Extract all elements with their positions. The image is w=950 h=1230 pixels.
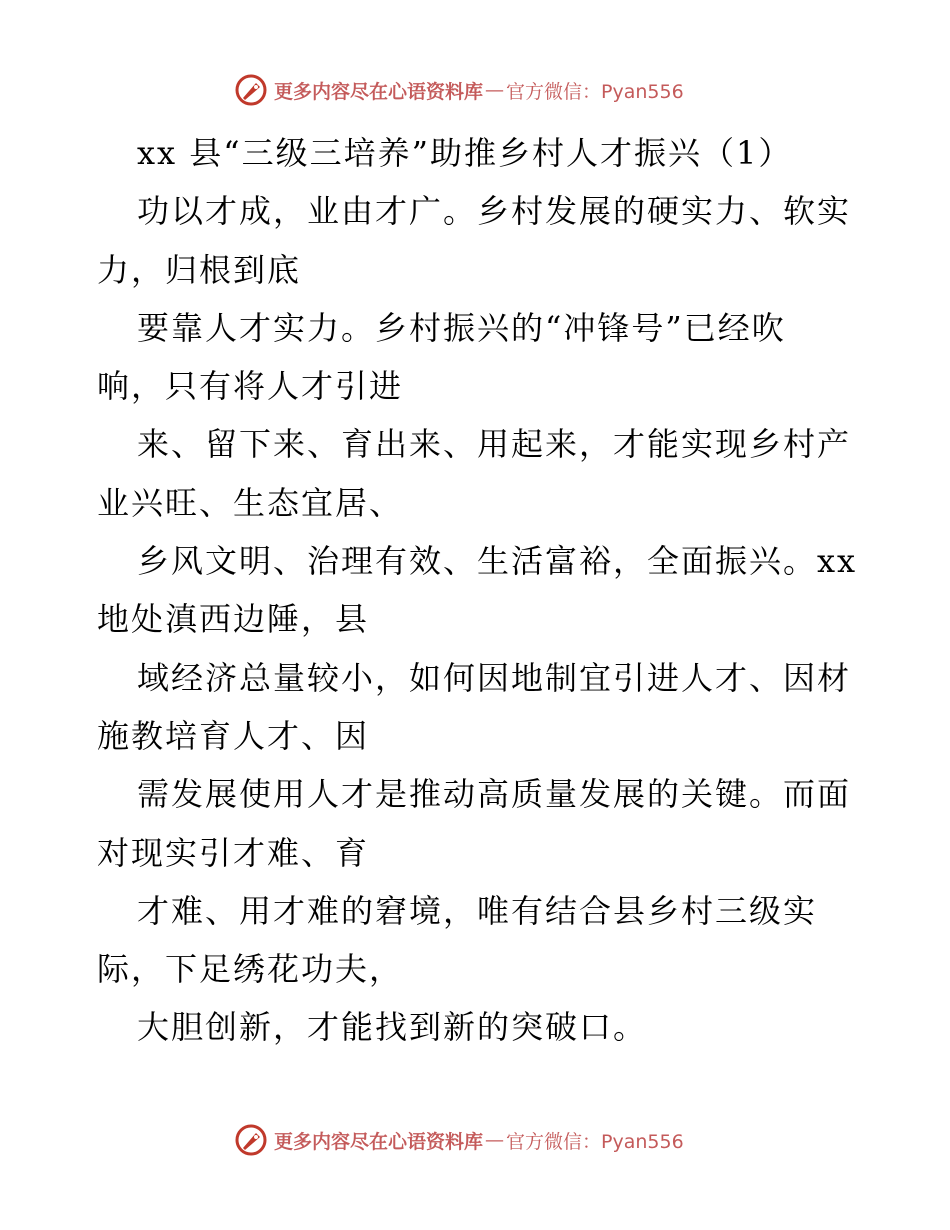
pen-nib-circle-logo-icon (234, 73, 268, 107)
document-body (97, 124, 857, 1057)
paragraph-line: 需发展使用人才是推动高质量发展的关键。而面 (137, 775, 852, 814)
paragraph-line: 功以才成，业由才广。乡村发展的硬实力、软实 (137, 192, 852, 231)
watermark-brand-text: 更多内容尽在心语资料库 (274, 1130, 484, 1153)
watermark-brand-text: 更多内容尽在心语资料库 (274, 80, 484, 103)
footer-watermark-banner (234, 1122, 714, 1158)
watermark-dash: — (485, 1129, 505, 1151)
paragraph-line: 业兴旺、生态宜居、 (97, 483, 404, 522)
paragraph-line: 域经济总量较小，如何因地制宜引进人才、因材 (137, 658, 852, 697)
watermark-contact-text: 官方微信：Pyan556 (506, 1130, 684, 1153)
paragraph-line: 际，下足绣花功夫， (97, 950, 404, 989)
pen-nib-circle-logo-icon (234, 1123, 268, 1157)
paragraph-line: 来、留下来、育出来、用起来，才能实现乡村产 (137, 425, 852, 464)
paragraph-line: 乡风文明、治理有效、生活富裕，全面振兴。xx (137, 542, 858, 581)
paragraph-line: 地处滇西边陲，县 (97, 600, 370, 639)
watermark-contact-text: 官方微信：Pyan556 (506, 80, 684, 103)
paragraph-line: 施教培育人才、因 (97, 716, 370, 755)
paragraph-line: 力，归根到底 (97, 250, 302, 289)
paragraph-line: 大胆创新，才能找到新的突破口。 (137, 1008, 648, 1047)
watermark-dash: — (485, 79, 505, 101)
header-watermark-banner (234, 72, 714, 108)
paragraph-line: 对现实引才难、育 (97, 833, 370, 872)
paragraph-line: 才难、用才难的窘境，唯有结合县乡村三级实 (137, 891, 818, 930)
paragraph-line: 响，只有将人才引进 (97, 367, 404, 406)
document-title-line: xx 县“三级三培养”助推乡村人才振兴（1） (137, 134, 793, 172)
paragraph-line: 要靠人才实力。乡村振兴的“冲锋号”已经吹 (137, 308, 786, 347)
